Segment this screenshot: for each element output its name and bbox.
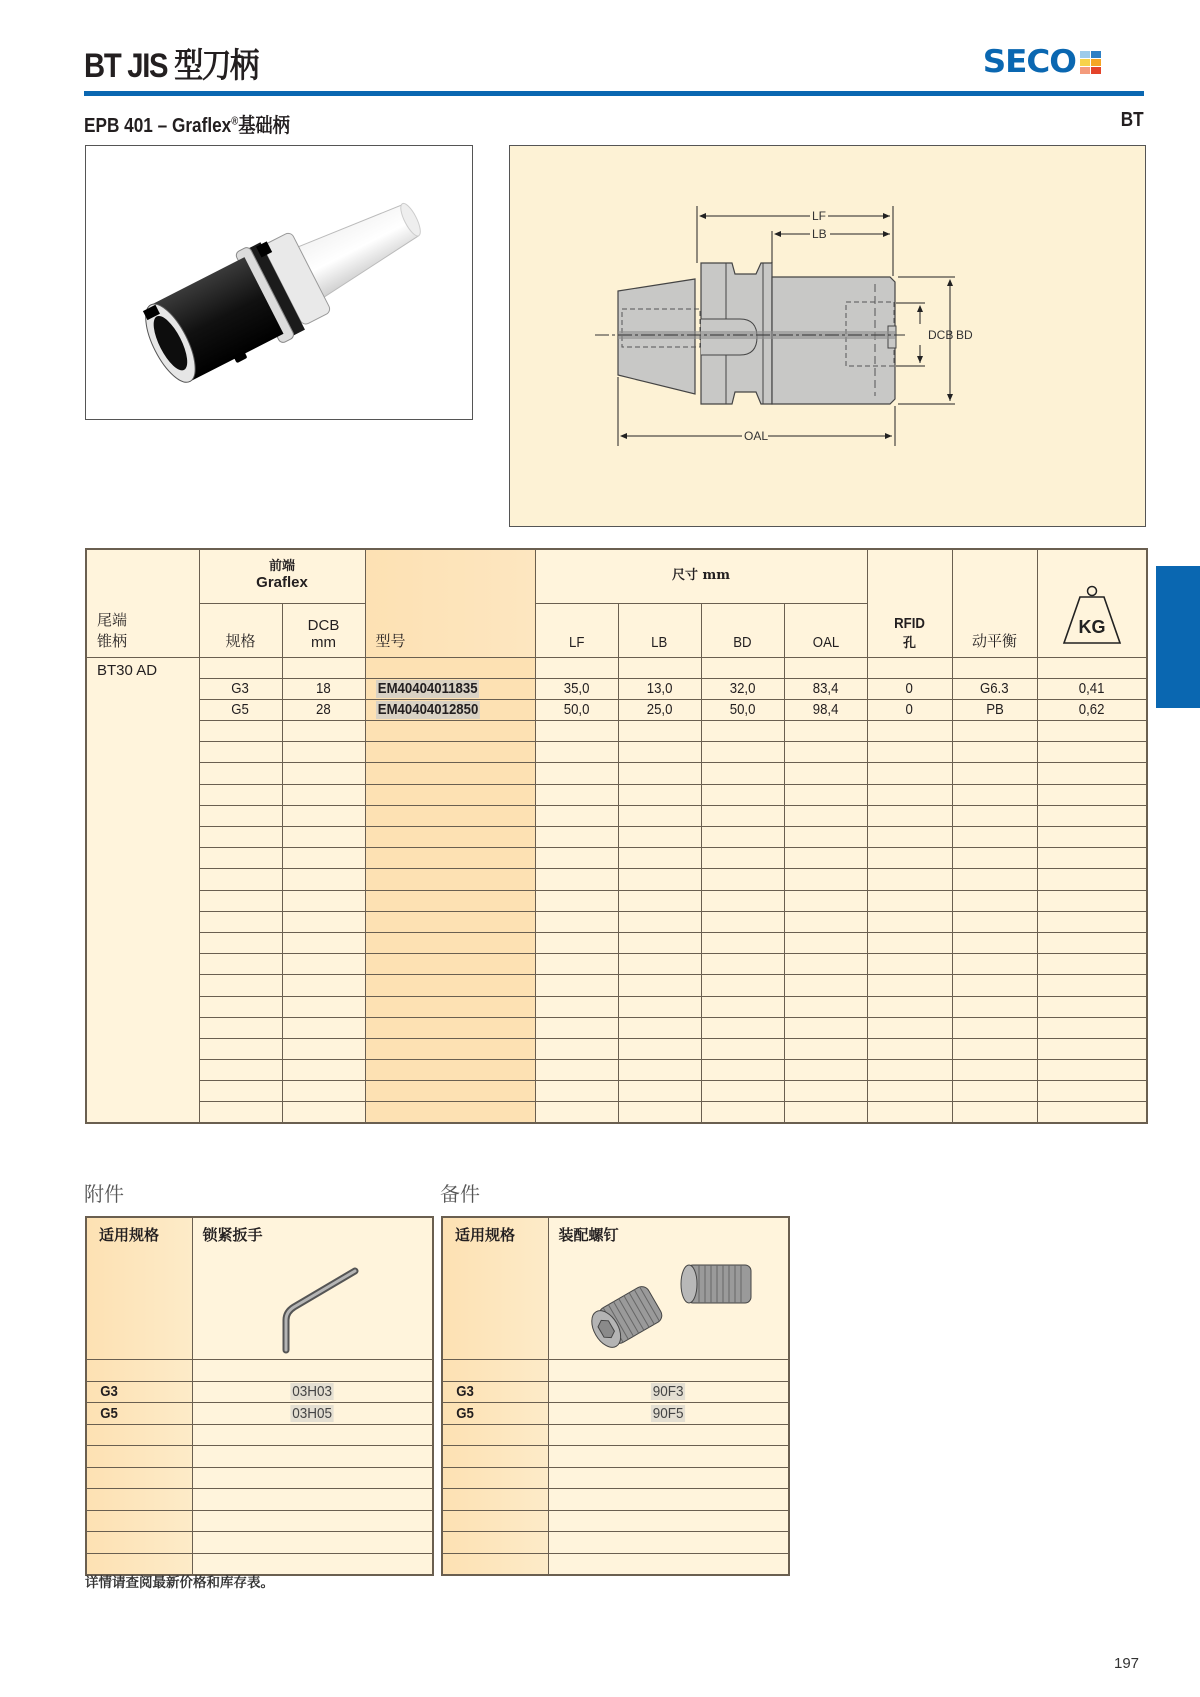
header-lf: LF xyxy=(535,603,618,657)
table-row-empty xyxy=(86,996,1147,1017)
header-rfid-line2: 孔 xyxy=(903,635,917,651)
spare-parts-header-row xyxy=(442,1217,789,1360)
weight-kg-icon xyxy=(1056,583,1128,647)
empty-row xyxy=(442,1489,789,1511)
accessories-row[interactable] xyxy=(86,1381,433,1403)
empty-row xyxy=(86,1489,433,1511)
header-dcb-line1: DCB xyxy=(307,616,340,634)
empty-row xyxy=(442,1467,789,1489)
cell-balance: G6.3 xyxy=(952,678,1037,699)
tool-holder-render-icon xyxy=(86,146,471,418)
dimension-drawing-icon xyxy=(510,146,1144,525)
table-row-empty xyxy=(86,975,1147,996)
accessories-table xyxy=(85,1216,434,1576)
cell-rfid: 0 xyxy=(867,678,952,699)
table-row-empty xyxy=(86,784,1147,805)
spare-parts-code[interactable]: 90F3 xyxy=(548,1381,789,1403)
cell-model[interactable]: EM40404012850 xyxy=(365,699,535,720)
table-row-empty xyxy=(86,1081,1147,1102)
seco-logo-mark-icon xyxy=(1080,51,1101,74)
spare-parts-item-label: 装配螺钉 xyxy=(558,1226,619,1244)
lb-label: LB xyxy=(812,227,827,241)
header-shank xyxy=(86,549,199,657)
table-row-empty xyxy=(86,763,1147,784)
accessories-empty-rows xyxy=(86,1424,433,1575)
table-row[interactable] xyxy=(86,678,1147,699)
oal-label: OAL xyxy=(744,429,769,443)
section-side-tab[interactable] xyxy=(1156,566,1200,708)
header-shank-line1: 尾端 xyxy=(97,610,128,629)
lf-label: LF xyxy=(812,209,827,223)
spare-parts-col-item xyxy=(548,1217,789,1360)
header-front-line2: Graflex xyxy=(256,574,308,592)
spare-parts-empty-rows xyxy=(442,1424,789,1575)
dcb-label: DCB xyxy=(928,328,954,342)
spare-parts-spec: G5 xyxy=(442,1403,548,1425)
spare-parts-table xyxy=(441,1216,790,1576)
table-row-empty xyxy=(86,890,1147,911)
table-row-empty xyxy=(86,1017,1147,1038)
hex-key-wrench-icon xyxy=(203,1245,423,1355)
header-dims-label: 尺寸 mm xyxy=(672,567,731,583)
cell-model[interactable]: EM40404011835 xyxy=(365,678,535,699)
spare-parts-row-blank xyxy=(442,1360,789,1382)
header-dimensions-group xyxy=(535,549,867,603)
header-front-group xyxy=(199,549,365,603)
header-rfid-line1: RFID xyxy=(894,614,925,632)
spare-parts-spec: G3 xyxy=(442,1381,548,1403)
accessories-header-row xyxy=(86,1217,433,1360)
header-dcb xyxy=(282,603,365,657)
cell-lb: 13,0 xyxy=(618,678,701,699)
header-front-line1: 前端 xyxy=(269,559,296,575)
cell-lf: 50,0 xyxy=(535,699,618,720)
product-photo xyxy=(85,145,473,420)
spare-parts-col-spec: 适用规格 xyxy=(442,1217,548,1360)
table-row-empty xyxy=(86,805,1147,826)
accessories-spec: G3 xyxy=(86,1381,192,1403)
cell-lf: 35,0 xyxy=(535,678,618,699)
table-row-empty xyxy=(86,869,1147,890)
cell-dcb: 28 xyxy=(282,699,365,720)
spare-parts-row[interactable] xyxy=(442,1381,789,1403)
subtitle-prefix: EPB 401 – Graflex xyxy=(84,115,232,137)
accessories-code[interactable]: 03H03 xyxy=(192,1381,433,1403)
table-row-empty xyxy=(86,721,1147,742)
empty-row xyxy=(442,1510,789,1532)
accessories-row-blank xyxy=(86,1360,433,1382)
empty-row xyxy=(442,1532,789,1554)
table-row-empty xyxy=(86,932,1147,953)
spare-parts-code[interactable]: 90F5 xyxy=(548,1403,789,1425)
header-weight xyxy=(1037,549,1147,657)
weight-icon-label: KG xyxy=(1078,616,1106,637)
technical-drawing xyxy=(509,145,1146,527)
table-row-empty xyxy=(86,848,1147,869)
header-size: 规格 xyxy=(199,603,282,657)
product-table xyxy=(85,548,1148,1124)
cell-weight: 0,41 xyxy=(1037,678,1147,699)
header-lb: LB xyxy=(618,603,701,657)
shank-value: BT30 AD xyxy=(86,657,199,1123)
header-model: 型号 xyxy=(365,549,535,657)
header-bd: BD xyxy=(701,603,784,657)
cell-weight: 0,62 xyxy=(1037,699,1147,720)
table-row-empty xyxy=(86,1038,1147,1059)
empty-row xyxy=(86,1510,433,1532)
page-number: 197 xyxy=(1114,1655,1140,1672)
category-label: BT xyxy=(1121,109,1144,131)
page-title: BT JIS 型刀柄 xyxy=(84,47,258,85)
accessories-row[interactable] xyxy=(86,1403,433,1425)
cell-oal: 83,4 xyxy=(784,678,867,699)
registered-mark: ® xyxy=(231,115,239,128)
brand-name: SECO xyxy=(982,44,1076,80)
cell-bd: 50,0 xyxy=(701,699,784,720)
header-divider xyxy=(84,91,1144,96)
header-rfid xyxy=(867,549,952,657)
table-row-empty xyxy=(86,954,1147,975)
bd-label: BD xyxy=(956,328,973,342)
header-shank-line2: 锥柄 xyxy=(97,631,128,650)
table-row-empty xyxy=(86,1060,1147,1081)
empty-row xyxy=(86,1467,433,1489)
empty-row xyxy=(86,1446,433,1468)
cell-size: G3 xyxy=(199,678,282,699)
cell-lb: 25,0 xyxy=(618,699,701,720)
header-oal: OAL xyxy=(784,603,867,657)
cell-size: G5 xyxy=(199,699,282,720)
accessories-col-spec: 适用规格 xyxy=(86,1217,192,1360)
set-screws-icon xyxy=(559,1245,779,1355)
footnote: 详情请查阅最新价格和库存表。 xyxy=(85,1575,274,1591)
table-row-empty xyxy=(86,742,1147,763)
accessories-item-label: 锁紧扳手 xyxy=(202,1226,263,1244)
empty-row xyxy=(442,1446,789,1468)
header-balance: 动平衡 xyxy=(952,549,1037,657)
table-row-empty xyxy=(86,827,1147,848)
empty-row xyxy=(442,1424,789,1446)
seco-logo xyxy=(982,44,1101,80)
table-row[interactable] xyxy=(86,699,1147,720)
accessories-col-item xyxy=(192,1217,433,1360)
accessories-spec: G5 xyxy=(86,1403,192,1425)
table-row-blank xyxy=(86,657,1147,678)
header-dcb-line2: mm xyxy=(311,633,336,651)
table-row-empty xyxy=(86,1102,1147,1123)
cell-rfid: 0 xyxy=(867,699,952,720)
empty-row xyxy=(442,1553,789,1575)
spare-parts-row[interactable] xyxy=(442,1403,789,1425)
accessories-code[interactable]: 03H05 xyxy=(192,1403,433,1425)
cell-dcb: 18 xyxy=(282,678,365,699)
product-subtitle xyxy=(84,109,290,138)
subtitle-suffix: 基础柄 xyxy=(238,115,290,137)
cell-bd: 32,0 xyxy=(701,678,784,699)
accessories-label: 附件 xyxy=(84,1182,124,1206)
empty-row xyxy=(86,1424,433,1446)
table-row-empty xyxy=(86,911,1147,932)
spare-parts-label: 备件 xyxy=(440,1182,480,1206)
cell-oal: 98,4 xyxy=(784,699,867,720)
cell-balance: PB xyxy=(952,699,1037,720)
empty-row xyxy=(86,1532,433,1554)
